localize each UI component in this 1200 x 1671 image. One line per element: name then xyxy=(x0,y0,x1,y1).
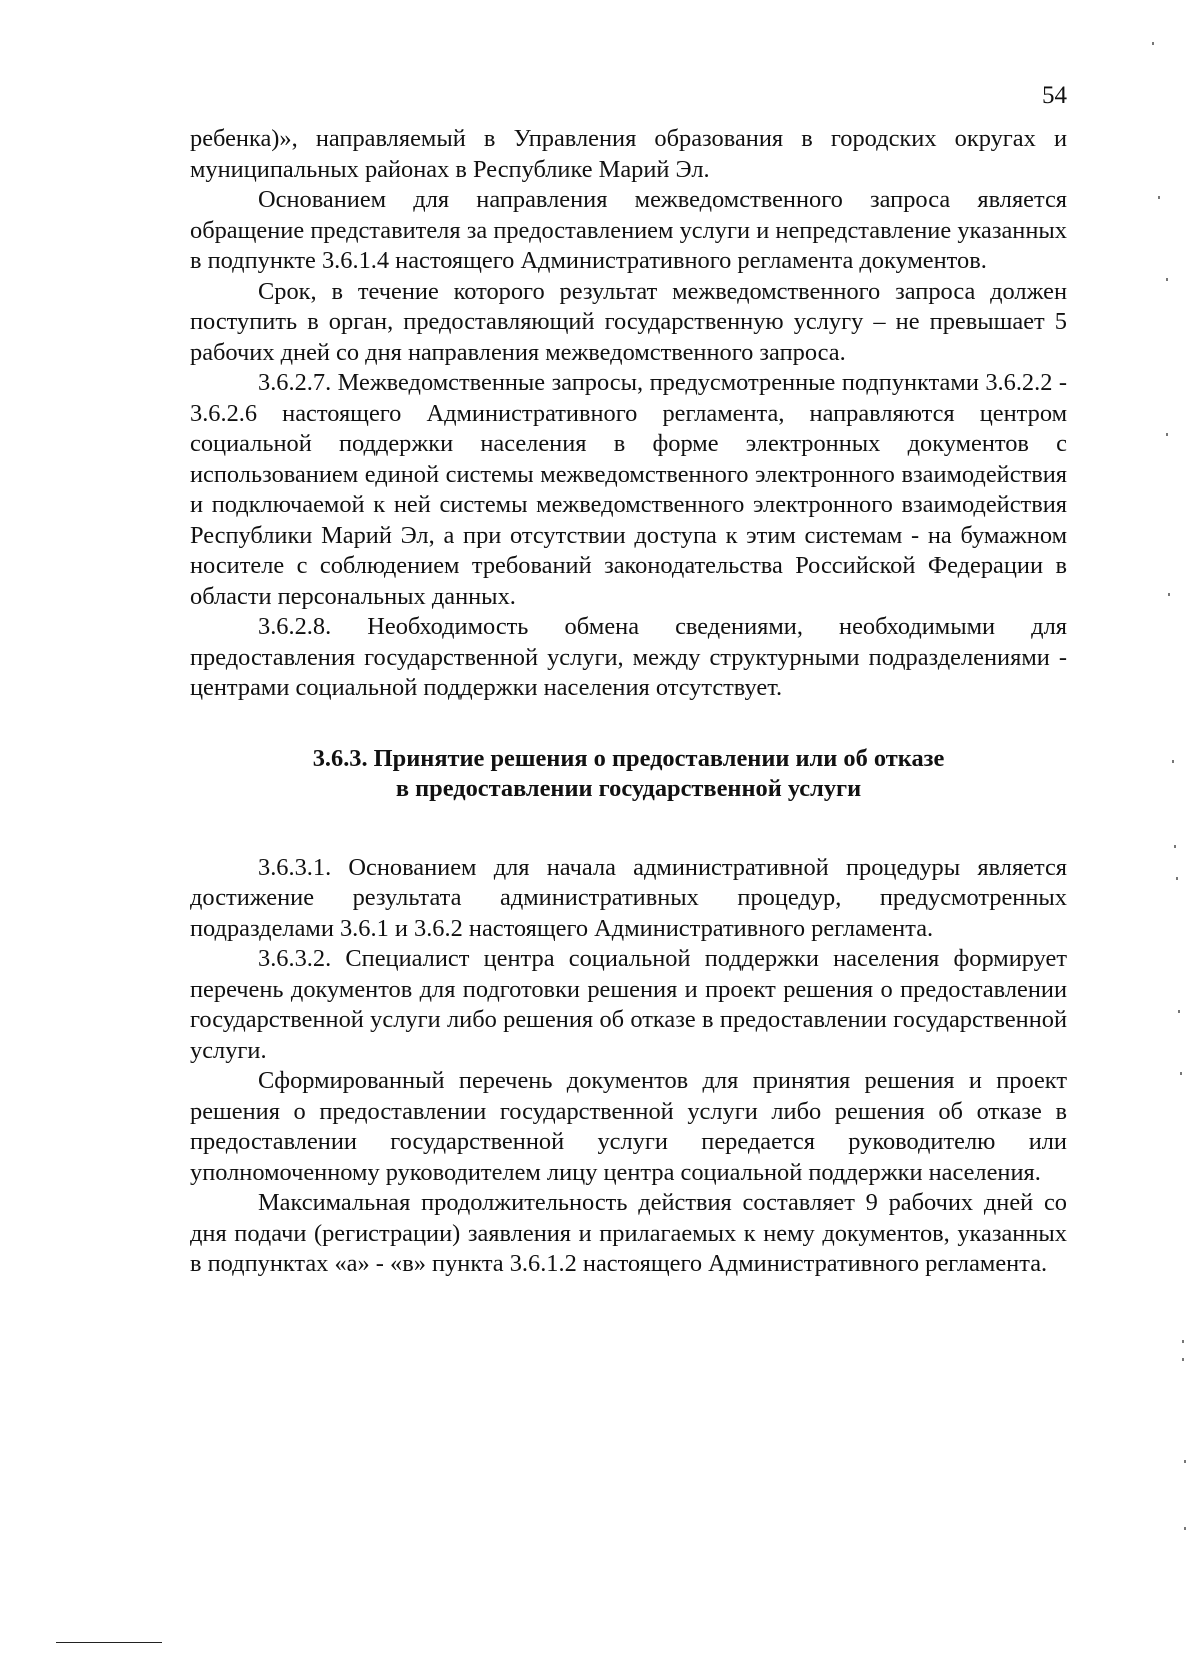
scan-artifact xyxy=(1176,877,1178,880)
paragraph-continuation: ребенка)», направляемый в Управления образования в городских округах и муниципальных районах в Республике Марий Эл. xyxy=(190,125,1067,183)
scan-artifact xyxy=(1184,1460,1186,1463)
section-heading-3-6-3 xyxy=(190,744,1067,805)
scan-artifact xyxy=(1152,42,1154,45)
paragraph-3-6-2-8: 3.6.2.8. Необходимость обмена сведениями, необходимыми для предоставления государственной услуги, между структурными подразделениями - центрами социальной поддержки населения отсутствует. xyxy=(190,613,1067,701)
scan-artifact xyxy=(1158,196,1160,199)
section-heading-line-2: в предоставлении государственной услуги xyxy=(395,775,862,802)
paragraph-documents-transfer: Сформированный перечень документов для принятия решения и проект решения о предоставлении государственной услуги либо решения об отказе в предоставлении государственной услуги передается руководителю или уполномоченному руководителем лицу центра социальной поддержки населения. xyxy=(190,1067,1067,1186)
section-heading-line-1: 3.6.3. Принятие решения о предоставлении или об отказе xyxy=(312,744,945,772)
scan-artifact xyxy=(1182,1358,1184,1361)
scan-artifact xyxy=(1178,1010,1180,1013)
scan-artifact xyxy=(1184,1527,1186,1530)
paragraph-request-deadline: Срок, в течение которого результат межведомственного запроса должен поступить в орган, предоставляющий государственную услугу – не превышает 5 рабочих дней со дня направления межведомственного запроса. xyxy=(190,277,1067,366)
page-number: 54 xyxy=(1042,82,1067,109)
scan-artifact xyxy=(1174,845,1176,848)
scan-artifact xyxy=(1166,278,1168,281)
paragraph-3-6-3-1: 3.6.3.1. Основанием для начала административной процедуры является достижение результата административных процедур, предусмотренных подразделами 3.6.1 и 3.6.2 настоящего Административного регламента. xyxy=(190,853,1067,942)
scan-artifact xyxy=(1168,593,1170,596)
scan-artifact xyxy=(1166,433,1168,436)
scan-artifact xyxy=(1172,760,1174,763)
paragraph-basis-interagency-request: Основанием для направления межведомственного запроса является обращение представителя за предоставлением услуги и непредставление указанных в подпункте 3.6.1.4 настоящего Административного регламента документов. xyxy=(190,186,1067,274)
scan-artifact xyxy=(1180,1072,1182,1075)
paragraph-3-6-3-2: 3.6.3.2. Специалист центра социальной поддержки населения формирует перечень документов для подготовки решения и проект решения о предоставлении государственной услуги либо решения об отказе в предоставлении государственной услуги. xyxy=(190,945,1067,1064)
scan-artifact xyxy=(1182,1340,1184,1343)
footnote-rule xyxy=(56,1642,162,1643)
document-body xyxy=(190,124,1067,1280)
paragraph-3-6-2-7: 3.6.2.7. Межведомственные запросы, предусмотренные подпунктами 3.6.2.2 - 3.6.2.6 настоящего Административного регламента, направляются центром социальной поддержки населения в форме электронных документов с использованием единой системы межведомственного электронного взаимодействия и подключаемой к ней системы межведомственного электронного взаимодействия Республики Марий Эл, а при отсутствии доступа к этим системам - на бумажном носителе с соблюдением требований законодательства Российской Федерации в области персональных данных. xyxy=(190,369,1067,610)
paragraph-max-duration: Максимальная продолжительность действия составляет 9 рабочих дней со дня подачи (регистрации) заявления и прилагаемых к нему документов, указанных в подпунктах «а» - «в» пункта 3.6.1.2 настоящего Административного регламента. xyxy=(190,1189,1067,1277)
